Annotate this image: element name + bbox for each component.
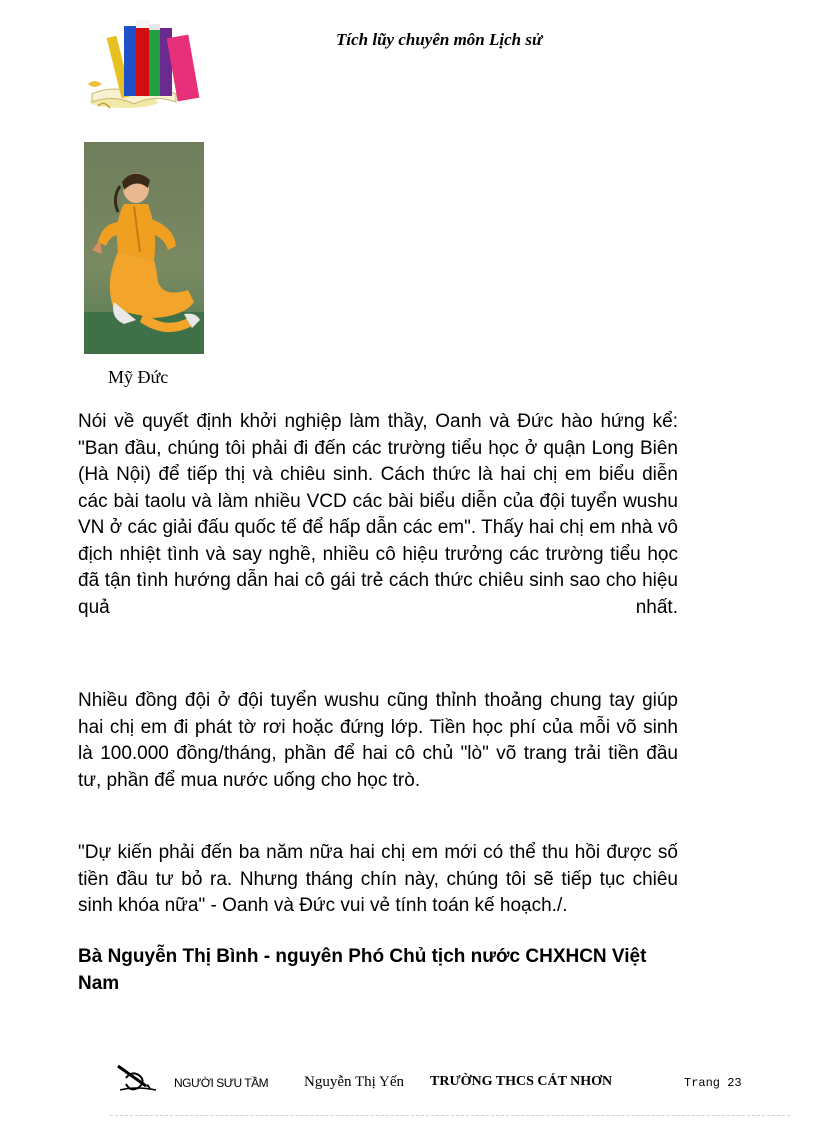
footer-divider bbox=[110, 1115, 790, 1116]
footer-school-name: TRƯỜNG THCS CÁT NHƠN bbox=[430, 1074, 613, 1089]
article-paragraph: Nhiều đồng đội ở đội tuyển wushu cũng thỉnh thoảng chung tay giúp hai chị em đi phát tờ rơi hoặc đứng lớp. Tiền học phí của mỗi võ sinh là 100.000 đồng/tháng, phần để hai cô chủ "lò" võ trang trải tiền đầu tư, phần để mua nước uống cho học trò. bbox=[78, 690, 678, 791]
wushu-athlete-photo bbox=[84, 142, 204, 354]
photo-caption: Mỹ Đức bbox=[108, 367, 169, 387]
footer-collector-label: NGƯỜI SƯU TẦM bbox=[174, 1076, 269, 1090]
article-author: Bà Nguyễn Thị Bình - nguyên Phó Chủ tịch nước CHXHCN Việt Nam bbox=[78, 946, 647, 994]
page-header-title: Tích lũy chuyên môn Lịch sử bbox=[336, 30, 543, 49]
footer-collector-name: Nguyễn Thị Yến bbox=[304, 1074, 404, 1090]
article-paragraph: Nói về quyết định khởi nghiệp làm thầy, Oanh và Đức hào hứng kể: "Ban đầu, chúng tôi phải đi đến các trường tiểu học ở quận Long Biên (Hà Nội) để tiếp thị và chiêu sinh. Cách thức là hai chị em biểu diễn các bài taolu và làm nhiều VCD các bài biểu diễn của đội tuyển wushu VN ở các giải đấu quốc tế để hấp dẫn các em". Thấy hai chị em nhà vô địch nhiệt tình và say nghề, nhiều cô hiệu trưởng các trường tiểu học đã tận tình hướng dẫn hai cô gái trẻ cách thức chiêu sinh sao cho hiệu quả nhất. bbox=[78, 411, 678, 618]
pen-writing-icon bbox=[116, 1060, 160, 1094]
stacked-books-icon bbox=[84, 14, 206, 114]
footer-page-number: Trang 23 bbox=[684, 1076, 742, 1090]
article-paragraph: "Dự kiến phải đến ba năm nữa hai chị em mới có thể thu hồi được số tiền đầu tư bỏ ra. Nhưng tháng chín này, chúng tôi sẽ tiếp tục chiêu sinh khóa nữa" - Oanh và Đức vui vẻ tính toán kế hoạch./. bbox=[78, 842, 678, 916]
